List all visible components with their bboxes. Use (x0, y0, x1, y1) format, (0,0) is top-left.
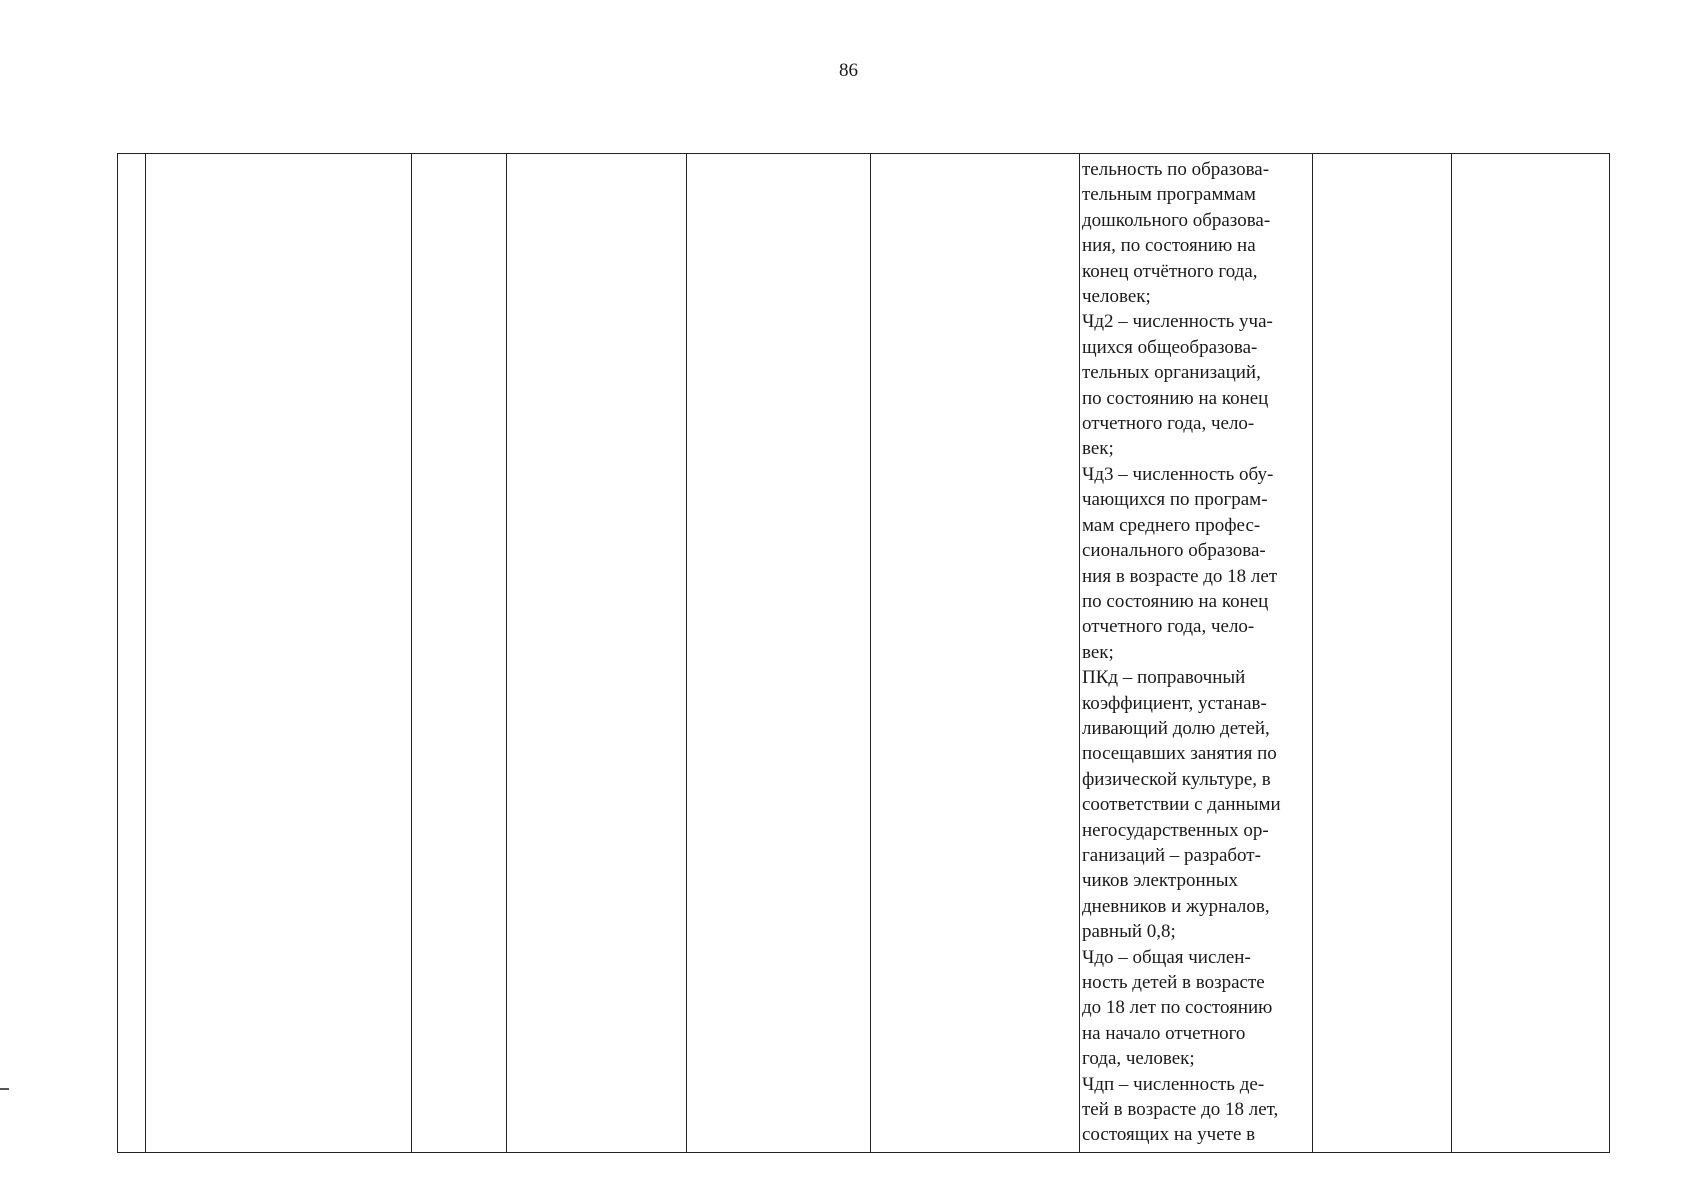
text-line: соответствии с данными (1082, 794, 1281, 816)
text-line: ния в возрасте до 18 лет (1082, 565, 1278, 587)
text-line: дневников и журналов, (1082, 895, 1270, 917)
table-cell-col-1 (118, 154, 146, 1153)
text-line: чиков электронных (1082, 870, 1239, 892)
text-line: щихся общеобразова- (1082, 336, 1258, 358)
text-line: посещавших занятия по (1082, 743, 1277, 765)
table-cell-formula-description (1080, 154, 1313, 1153)
text-line: Чдо – общая числен- (1082, 946, 1251, 968)
text-line: до 18 лет по состоянию (1082, 997, 1273, 1019)
table-cell-col-3 (412, 154, 507, 1153)
text-line: конец отчётного года, (1082, 260, 1258, 282)
text-line: сионального образова- (1082, 540, 1266, 562)
text-line: равный 0,8; (1082, 921, 1176, 943)
text-line: Чд3 – численность обу- (1082, 463, 1274, 485)
text-line: физической культуре, в (1082, 768, 1271, 790)
data-table (117, 153, 1610, 1153)
page-number: 86 (839, 60, 858, 81)
text-line: век; (1082, 641, 1114, 663)
table-row (118, 154, 1610, 1153)
text-line: по состоянию на конец (1082, 387, 1269, 409)
table-cell-col-4 (507, 154, 687, 1153)
text-line: ПКд – поправочный (1082, 667, 1246, 689)
text-line: отчетного года, чело- (1082, 616, 1255, 638)
text-line: век; (1082, 438, 1114, 460)
text-line: негосударственных ор- (1082, 819, 1269, 841)
table-cell-col-6 (871, 154, 1080, 1153)
text-line: на начало отчетного (1082, 1022, 1246, 1044)
text-line: тельных организаций, (1082, 362, 1261, 384)
text-line: Чдп – численность де- (1082, 1073, 1265, 1095)
text-line: отчетного года, чело- (1082, 413, 1255, 435)
text-line: года, человек; (1082, 1048, 1195, 1070)
text-line: чающихся по програм- (1082, 489, 1268, 511)
text-line: ния, по состоянию на (1082, 235, 1256, 257)
formula-description-text (1082, 157, 1311, 1148)
text-line: мам среднего профес- (1082, 514, 1261, 536)
table-cell-col-5 (687, 154, 871, 1153)
text-line: коэффициент, устанав- (1082, 692, 1267, 714)
scan-edge-mark (0, 1088, 9, 1090)
text-line: по состоянию на конец (1082, 590, 1269, 612)
text-line: дошкольного образова- (1082, 209, 1271, 231)
table-cell-col-2 (146, 154, 412, 1153)
text-line: тельность по образова- (1082, 159, 1270, 180)
text-line: ганизаций – разработ- (1082, 844, 1261, 866)
text-line: состоящих на учете в (1082, 1124, 1256, 1146)
text-line: ливающий долю детей, (1082, 717, 1270, 739)
text-line: человек; (1082, 286, 1151, 308)
text-line: тельным программам (1082, 184, 1256, 206)
table-cell-col-9 (1452, 154, 1610, 1153)
text-line: ность детей в возрасте (1082, 972, 1265, 993)
text-line: Чд2 – численность уча- (1082, 311, 1273, 333)
text-line: тей в возрасте до 18 лет, (1082, 1099, 1279, 1121)
table-cell-col-8 (1313, 154, 1452, 1153)
